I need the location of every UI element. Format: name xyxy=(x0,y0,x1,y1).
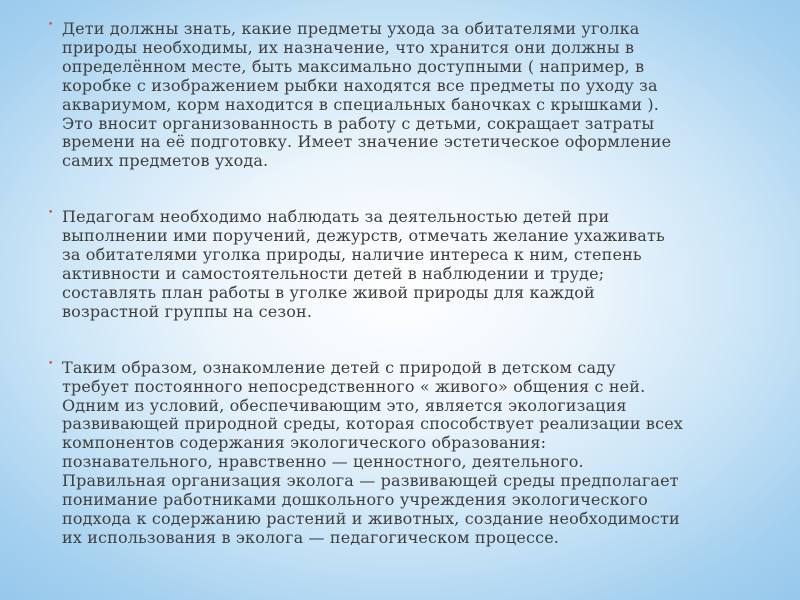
bullet-paragraph-2 xyxy=(48,208,768,321)
bullet-icon: • xyxy=(48,20,54,30)
paragraph-1-line-3: определённом месте, быть максимально доступными ( например, в xyxy=(62,56,645,76)
paragraph-3-line-2: требует постоянного непосредственного « живого» общения с ней. xyxy=(62,376,646,396)
paragraph-3-line-1: Таким образом, ознакомление детей с природой в детском саду xyxy=(62,357,616,377)
paragraph-3-line-8: понимание работниками дошкольного учреждения экологического xyxy=(62,490,648,510)
paragraph-3-line-7: Правильная организация эколога — развивающей среды предполагает xyxy=(62,471,679,491)
paragraph-1-line-2: природы необходимы, их назначение, что хранится они должны в xyxy=(62,37,635,57)
paragraph-1-line-8: самих предметов ухода. xyxy=(62,151,269,171)
paragraph-3-line-4: развивающей природной среды, которая способствует реализации всех xyxy=(62,414,683,434)
bullet-paragraph-1 xyxy=(48,20,768,171)
paragraph-1-line-6: Это вносит организованность в работу с детьми, сокращает затраты xyxy=(62,113,655,133)
paragraph-3-line-6: познавательного, нравственно — ценностного, деятельного. xyxy=(62,452,584,472)
paragraph-3-line-5: компонентов содержания экологического образования: xyxy=(62,433,547,453)
bullet-icon: • xyxy=(48,358,54,369)
paragraph-2-line-3: за обитателями уголка природы, наличие интереса к ним, степень xyxy=(62,245,642,265)
slide-content xyxy=(48,20,768,548)
paragraph-1-line-5: аквариумом, корм находится в специальных баночках с крышками ). xyxy=(62,94,660,114)
bullet-icon: • xyxy=(48,208,54,219)
paragraph-1-line-1: Дети должны знать, какие предметы ухода за обитателями уголка xyxy=(62,19,640,38)
paragraph-2-line-5: составлять план работы в уголке живой природы для каждой xyxy=(62,282,595,302)
paragraph-3-line-10: их использования в эколога — педагогическом процессе. xyxy=(62,527,560,547)
bullet-paragraph-3 xyxy=(48,359,768,548)
paragraph-3-line-9: подхода к содержанию растений и животных, создание необходимости xyxy=(62,508,680,528)
paragraph-1-line-4: коробке с изображением рыбки находятся все предметы по уходу за xyxy=(62,75,658,95)
paragraph-2-line-2: выполнении ими поручений, дежурств, отмечать желание ухаживать xyxy=(62,226,665,246)
paragraph-3-line-3: Одним из условий, обеспечивающим это, является экологизация xyxy=(62,395,627,415)
paragraph-1-line-7: времени на её подготовку. Имеет значение эстетическое оформление xyxy=(62,132,672,152)
paragraph-2-line-1: Педагогам необходимо наблюдать за деятельностью детей при xyxy=(62,207,610,227)
paragraph-2-line-6: возрастной группы на сезон. xyxy=(62,301,313,321)
paragraph-2-line-4: активности и самостоятельности детей в наблюдении и труде; xyxy=(62,263,605,283)
